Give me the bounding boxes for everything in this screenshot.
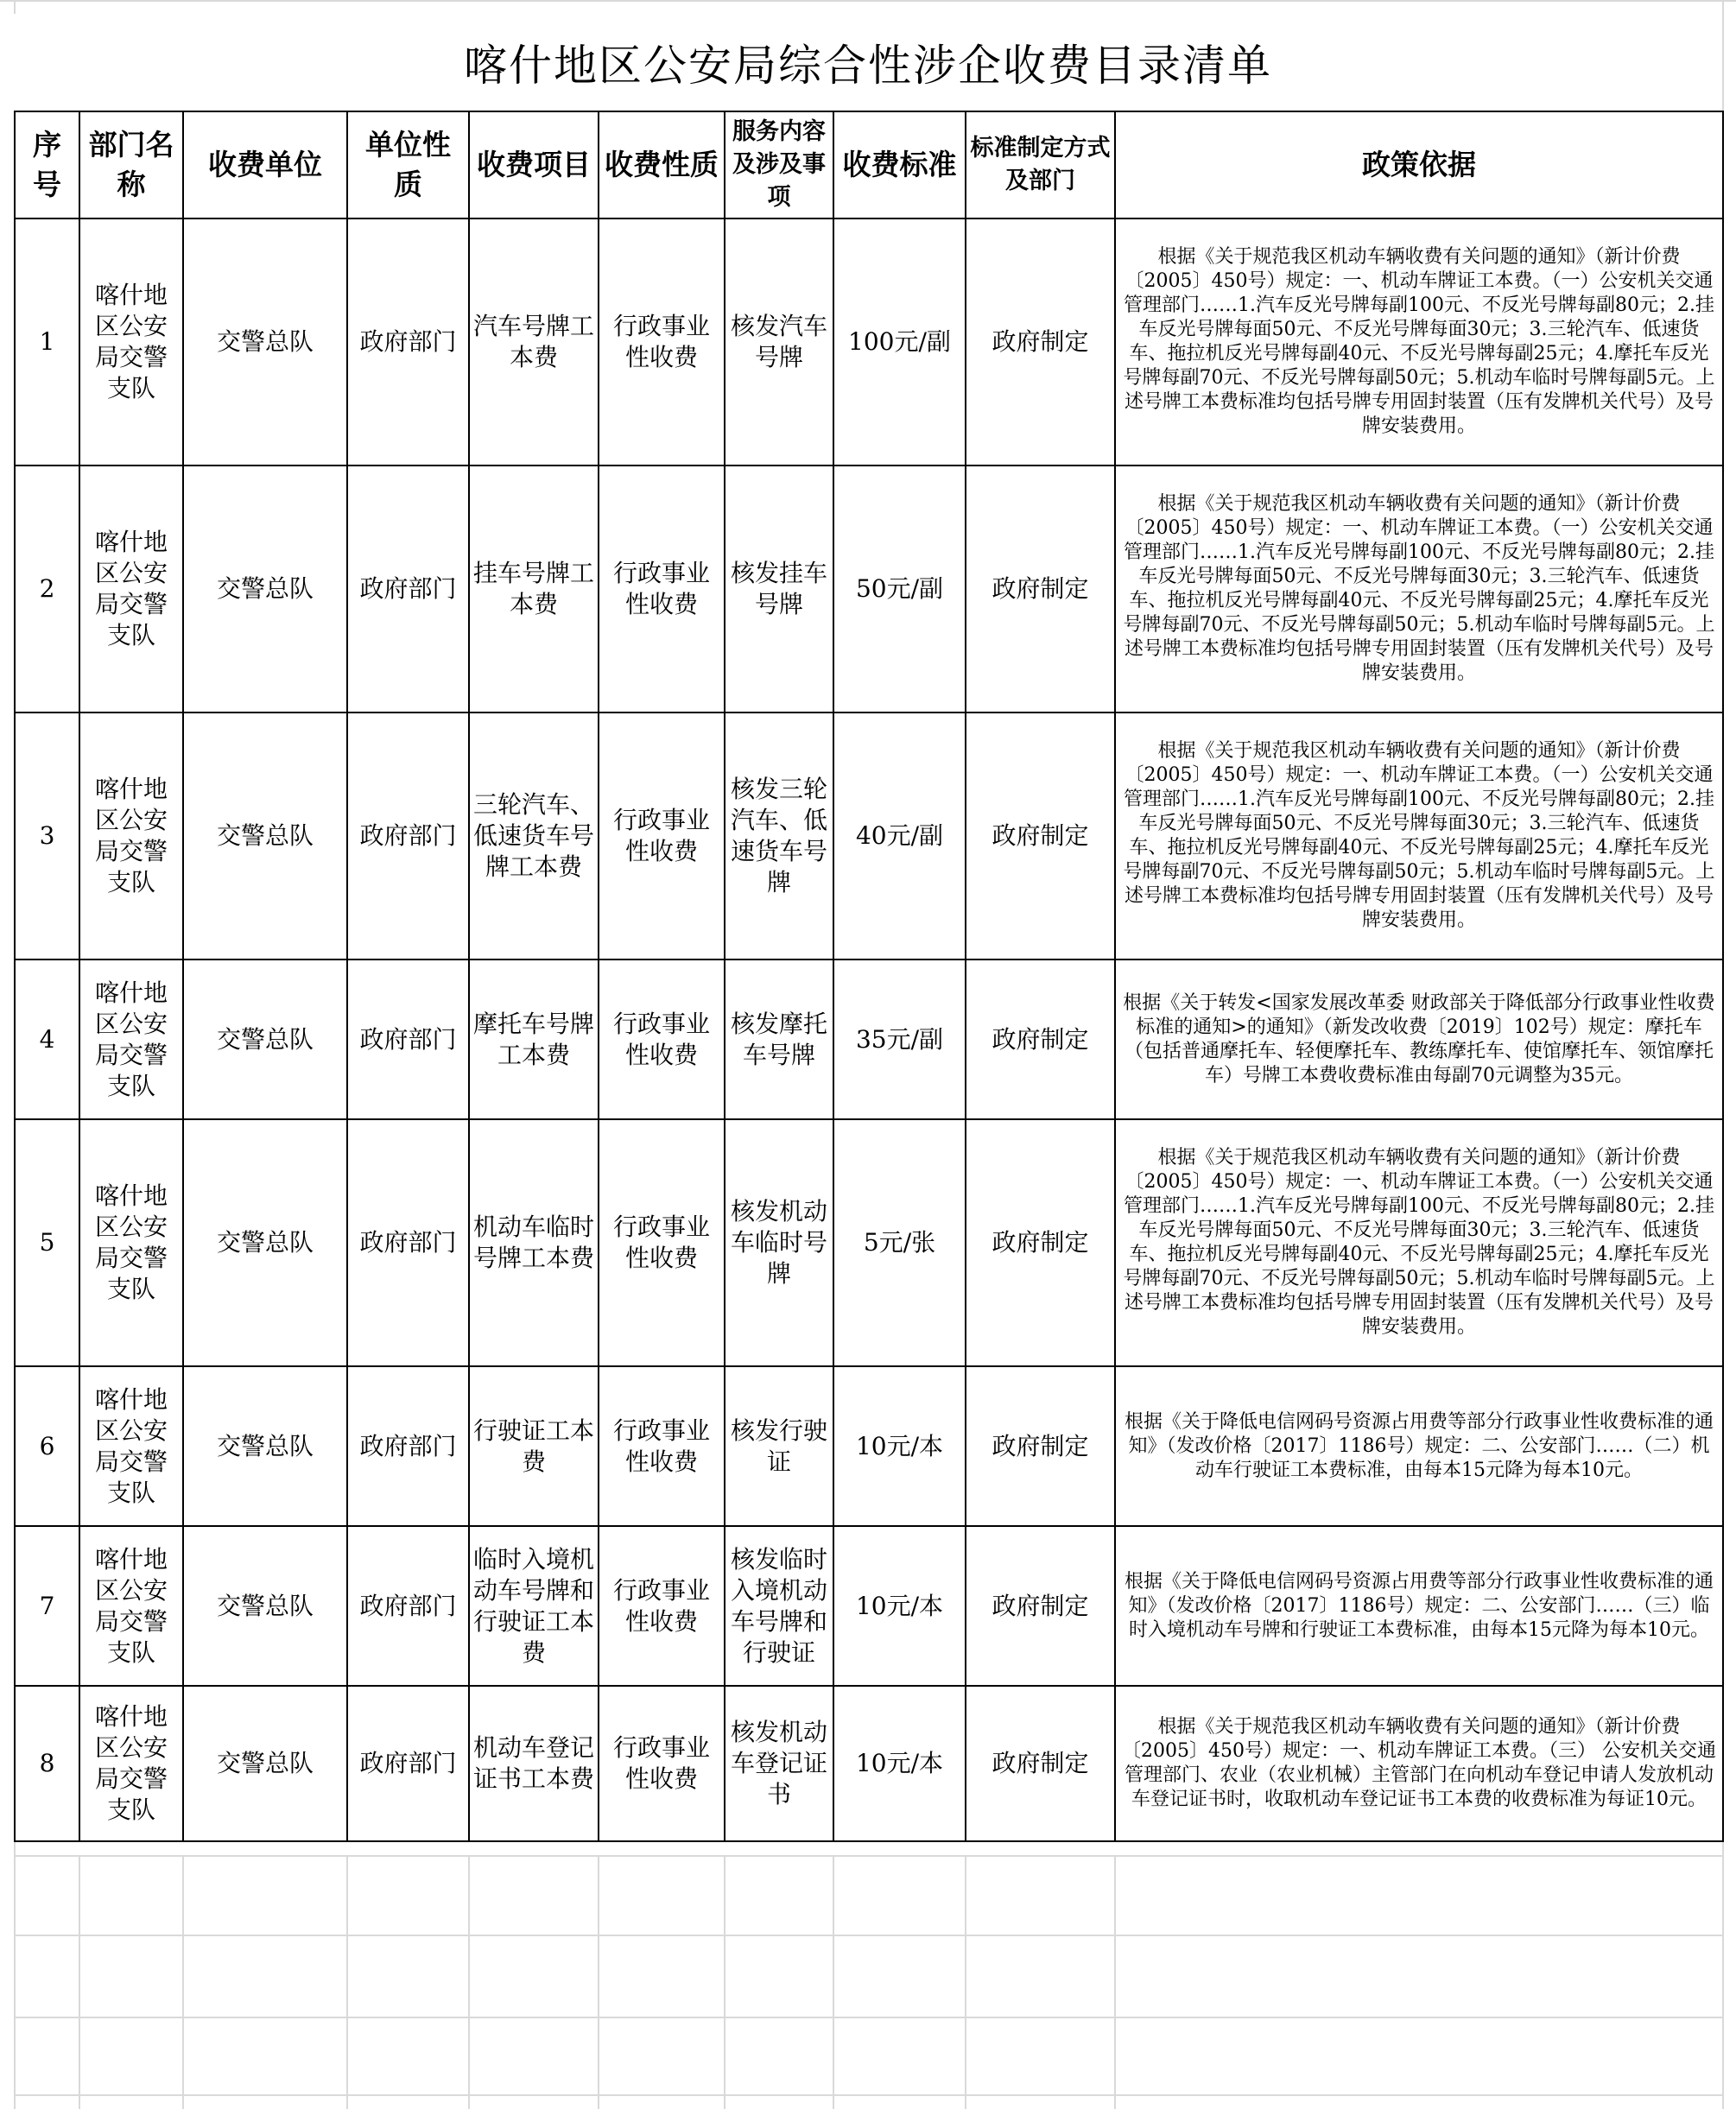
cell-item: 挂车号牌工本费: [469, 466, 599, 712]
cell-unit: 交警总队: [183, 466, 347, 712]
cell-method: 政府制定: [966, 218, 1115, 466]
header-row: [15, 111, 1723, 218]
gridline: [965, 1855, 966, 2109]
cell-unit: 交警总队: [183, 960, 347, 1119]
fee-catalog-table: [14, 111, 1724, 1842]
cell-basis: 根据《关于转发<国家发展改革委 财政部关于降低部分行政事业性收费标准的通知>的通知》（新发改收费〔2019〕102号）规定：摩托车（包括普通摩托车、轻便摩托车、教练摩托车、使馆摩托车、领馆摩托车）号牌工本费收费标准由每副70元调整为35元。: [1115, 960, 1723, 1119]
cell-seq: 2: [15, 466, 79, 712]
cell-item: 机动车临时号牌工本费: [469, 1119, 599, 1366]
cell-unit-type: 政府部门: [347, 466, 469, 712]
cell-service: 核发摩托车号牌: [725, 960, 833, 1119]
document-title: 喀什地区公安局综合性涉企收费目录清单: [14, 14, 1722, 111]
gridline: [833, 1855, 834, 2109]
cell-fee-type: 行政事业性收费: [599, 1119, 725, 1366]
cell-unit-type: 政府部门: [347, 1686, 469, 1841]
cell-unit: 交警总队: [183, 1526, 347, 1686]
gridline: [598, 1855, 599, 2109]
table-row: [15, 466, 1723, 712]
cell-item: 摩托车号牌工本费: [469, 960, 599, 1119]
cell-standard: 50元/副: [833, 466, 966, 712]
cell-method: 政府制定: [966, 466, 1115, 712]
cell-seq: 4: [15, 960, 79, 1119]
cell-seq: 8: [15, 1686, 79, 1841]
cell-standard: 10元/本: [833, 1686, 966, 1841]
header-basis: 政策依据: [1115, 111, 1723, 218]
cell-service: 核发行驶证: [725, 1366, 833, 1526]
header-unit-type: 单位性质: [347, 111, 469, 218]
header-item: 收费项目: [469, 111, 599, 218]
cell-unit: 交警总队: [183, 1119, 347, 1366]
cell-method: 政府制定: [966, 712, 1115, 960]
table-row: [15, 218, 1723, 466]
cell-fee-type: 行政事业性收费: [599, 1366, 725, 1526]
gridline: [0, 0, 1736, 2]
cell-basis: 根据《关于降低电信网码号资源占用费等部分行政事业性收费标准的通知》（发改价格〔2017〕1186号）规定：二、公安部门……（三）临时入境机动车号牌和行驶证工本费标准，由每本15元降为每本10元。: [1115, 1526, 1723, 1686]
cell-unit: 交警总队: [183, 218, 347, 466]
cell-dept: 喀什地区公安局交警支队: [79, 1686, 183, 1841]
cell-dept: 喀什地区公安局交警支队: [79, 1119, 183, 1366]
cell-dept: 喀什地区公安局交警支队: [79, 218, 183, 466]
cell-unit-type: 政府部门: [347, 1119, 469, 1366]
cell-seq: 7: [15, 1526, 79, 1686]
cell-method: 政府制定: [966, 1686, 1115, 1841]
gridline: [14, 2094, 1724, 2096]
cell-unit: 交警总队: [183, 712, 347, 960]
cell-dept: 喀什地区公安局交警支队: [79, 466, 183, 712]
cell-service: 核发挂车号牌: [725, 466, 833, 712]
cell-seq: 6: [15, 1366, 79, 1526]
cell-unit: 交警总队: [183, 1686, 347, 1841]
cell-fee-type: 行政事业性收费: [599, 1686, 725, 1841]
cell-item: 临时入境机动车号牌和行驶证工本费: [469, 1526, 599, 1686]
header-method: 标准制定方式及部门: [966, 111, 1115, 218]
table-row: [15, 960, 1723, 1119]
cell-basis: 根据《关于规范我区机动车辆收费有关问题的通知》（新计价费〔2005〕450号）规定：一、机动车牌证工本费。（一）公安机关交通管理部门……1.汽车反光号牌每副100元、不反光号牌每副80元；2.挂车反光号牌每面50元、不反光号牌每面30元；3.三轮汽车、低速货车、拖拉机反光号牌每副40元、不反光号牌每副25元；4.摩托车反光号牌每副70元、不反光号牌每副50元；5.机动车临时号牌每副5元。上述号牌工本费标准均包括号牌专用固封装置（压有发牌机关代号）及号牌安装费用。: [1115, 1119, 1723, 1366]
cell-method: 政府制定: [966, 1366, 1115, 1526]
cell-seq: 5: [15, 1119, 79, 1366]
header-seq: 序号: [15, 111, 79, 218]
gridline: [724, 1855, 725, 2109]
cell-standard: 40元/副: [833, 712, 966, 960]
cell-dept: 喀什地区公安局交警支队: [79, 960, 183, 1119]
cell-service: 核发机动车临时号牌: [725, 1119, 833, 1366]
header-fee-type: 收费性质: [599, 111, 725, 218]
cell-standard: 10元/本: [833, 1526, 966, 1686]
cell-service: 核发三轮汽车、低速货车号牌: [725, 712, 833, 960]
header-standard: 收费标准: [833, 111, 966, 218]
header-service: 服务内容及涉及事项: [725, 111, 833, 218]
cell-dept: 喀什地区公安局交警支队: [79, 1366, 183, 1526]
cell-standard: 5元/张: [833, 1119, 966, 1366]
cell-seq: 1: [15, 218, 79, 466]
gridline: [14, 1855, 1724, 1857]
cell-dept: 喀什地区公安局交警支队: [79, 712, 183, 960]
cell-unit-type: 政府部门: [347, 1526, 469, 1686]
header-dept: 部门名称: [79, 111, 183, 218]
cell-unit-type: 政府部门: [347, 218, 469, 466]
cell-unit: 交警总队: [183, 1366, 347, 1526]
gridline: [14, 2017, 1724, 2018]
gridline: [79, 1855, 80, 2109]
cell-item: 三轮汽车、低速货车号牌工本费: [469, 712, 599, 960]
cell-method: 政府制定: [966, 1526, 1115, 1686]
table-row: [15, 1119, 1723, 1366]
cell-basis: 根据《关于规范我区机动车辆收费有关问题的通知》（新计价费〔2005〕450号）规定：一、机动车牌证工本费。（一）公安机关交通管理部门……1.汽车反光号牌每副100元、不反光号牌每副80元；2.挂车反光号牌每面50元、不反光号牌每面30元；3.三轮汽车、低速货车、拖拉机反光号牌每副40元、不反光号牌每副25元；4.摩托车反光号牌每副70元、不反光号牌每副50元；5.机动车临时号牌每副5元。上述号牌工本费标准均包括号牌专用固封装置（压有发牌机关代号）及号牌安装费用。: [1115, 712, 1723, 960]
gridline: [14, 1935, 1724, 1936]
cell-fee-type: 行政事业性收费: [599, 712, 725, 960]
cell-method: 政府制定: [966, 960, 1115, 1119]
cell-standard: 10元/本: [833, 1366, 966, 1526]
table-row: [15, 712, 1723, 960]
cell-basis: 根据《关于降低电信网码号资源占用费等部分行政事业性收费标准的通知》（发改价格〔2017〕1186号）规定：二、公安部门……（二）机动车行驶证工本费标准，由每本15元降为每本10元。: [1115, 1366, 1723, 1526]
cell-fee-type: 行政事业性收费: [599, 960, 725, 1119]
cell-basis: 根据《关于规范我区机动车辆收费有关问题的通知》（新计价费〔2005〕450号）规定：一、机动车牌证工本费。（一）公安机关交通管理部门……1.汽车反光号牌每副100元、不反光号牌每副80元；2.挂车反光号牌每面50元、不反光号牌每面30元；3.三轮汽车、低速货车、拖拉机反光号牌每副40元、不反光号牌每副25元；4.摩托车反光号牌每副70元、不反光号牌每副50元；5.机动车临时号牌每副5元。上述号牌工本费标准均包括号牌专用固封装置（压有发牌机关代号）及号牌安装费用。: [1115, 218, 1723, 466]
cell-standard: 35元/副: [833, 960, 966, 1119]
cell-item: 行驶证工本费: [469, 1366, 599, 1526]
cell-fee-type: 行政事业性收费: [599, 218, 725, 466]
cell-unit-type: 政府部门: [347, 712, 469, 960]
cell-item: 机动车登记证书工本费: [469, 1686, 599, 1841]
gridline: [468, 1855, 470, 2109]
cell-service: 核发机动车登记证书: [725, 1686, 833, 1841]
cell-method: 政府制定: [966, 1119, 1115, 1366]
cell-service: 核发汽车号牌: [725, 218, 833, 466]
cell-item: 汽车号牌工本费: [469, 218, 599, 466]
cell-service: 核发临时入境机动车号牌和行驶证: [725, 1526, 833, 1686]
cell-fee-type: 行政事业性收费: [599, 1526, 725, 1686]
cell-fee-type: 行政事业性收费: [599, 466, 725, 712]
gridline: [346, 1855, 348, 2109]
table-row: [15, 1366, 1723, 1526]
gridline: [1114, 1855, 1116, 2109]
cell-basis: 根据《关于规范我区机动车辆收费有关问题的通知》（新计价费〔2005〕450号）规定：一、机动车牌证工本费。（一）公安机关交通管理部门……1.汽车反光号牌每副100元、不反光号牌每副80元；2.挂车反光号牌每面50元、不反光号牌每面30元；3.三轮汽车、低速货车、拖拉机反光号牌每副40元、不反光号牌每副25元；4.摩托车反光号牌每副70元、不反光号牌每副50元；5.机动车临时号牌每副5元。上述号牌工本费标准均包括号牌专用固封装置（压有发牌机关代号）及号牌安装费用。: [1115, 466, 1723, 712]
table-row: [15, 1526, 1723, 1686]
cell-basis: 根据《关于规范我区机动车辆收费有关问题的通知》（新计价费〔2005〕450号）规定：一、机动车牌证工本费。（三） 公安机关交通管理部门、农业（农业机械）主管部门在向机动车登记申请人发放机动车登记证书时，收取机动车登记证书工本费的收费标准为每证10元。: [1115, 1686, 1723, 1841]
header-unit: 收费单位: [183, 111, 347, 218]
gridline: [182, 1855, 184, 2109]
cell-unit-type: 政府部门: [347, 1366, 469, 1526]
table-row: [15, 1686, 1723, 1841]
cell-standard: 100元/副: [833, 218, 966, 466]
cell-seq: 3: [15, 712, 79, 960]
cell-unit-type: 政府部门: [347, 960, 469, 1119]
cell-dept: 喀什地区公安局交警支队: [79, 1526, 183, 1686]
